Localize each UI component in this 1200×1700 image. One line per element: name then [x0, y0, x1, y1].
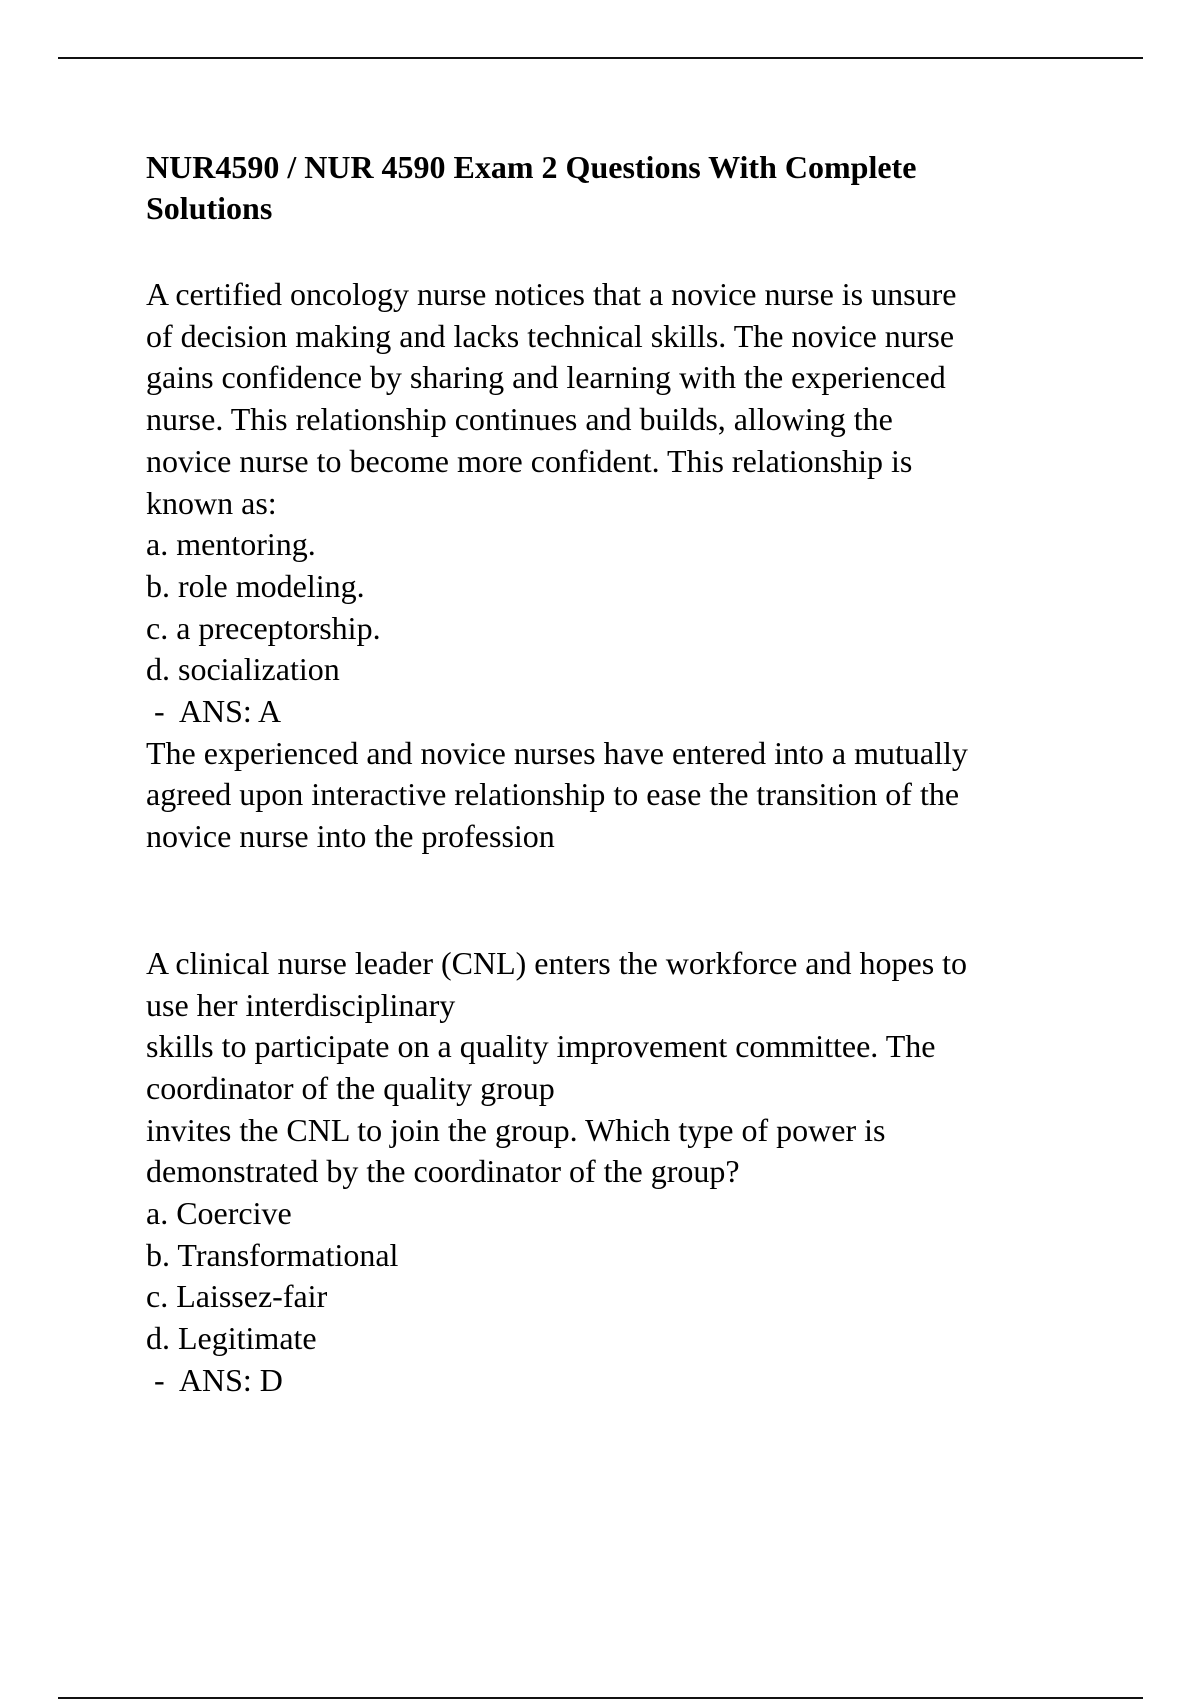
top-divider: [58, 57, 1143, 59]
stem-line: skills to participate on a quality improvement committee. The: [146, 1028, 936, 1065]
question-1-stem: [146, 274, 1146, 524]
stem-line: use her interdisciplinary: [146, 986, 456, 1023]
stem-line: coordinator of the quality group: [146, 1069, 555, 1106]
option-b: b. role modeling.: [146, 567, 365, 604]
stem-line: nurse. This relationship continues and builds, allowing the: [146, 401, 893, 438]
stem-line: gains confidence by sharing and learning with the experienced: [146, 359, 946, 396]
question-1: [146, 274, 1146, 858]
question-2-options: [146, 1193, 1146, 1360]
option-d: d. Legitimate: [146, 1320, 317, 1357]
title-line: NUR4590 / NUR 4590 Exam 2 Questions With Complete: [146, 149, 917, 185]
question-2-stem: [146, 943, 1146, 1193]
question-1-options: [146, 524, 1146, 691]
stem-line: demonstrated by the coordinator of the group?: [146, 1153, 740, 1190]
option-c: c. Laissez-fair: [146, 1278, 328, 1315]
option-a: a. mentoring.: [146, 526, 316, 563]
option-d: d. socialization: [146, 651, 340, 688]
stem-line: invites the CNL to join the group. Which type of power is: [146, 1111, 886, 1148]
rationale-line: novice nurse into the profession: [146, 818, 555, 855]
option-c: c. a preceptorship.: [146, 609, 381, 646]
document-body: [146, 147, 1146, 1402]
question-1-answer: - ANS: A: [146, 693, 282, 730]
bottom-divider: [58, 1697, 1143, 1699]
document-title: [146, 147, 1146, 229]
question-1-rationale: [146, 733, 1146, 858]
rationale-line: The experienced and novice nurses have entered into a mutually: [146, 734, 968, 771]
stem-line: A clinical nurse leader (CNL) enters the workforce and hopes to: [146, 944, 968, 981]
question-2: [146, 943, 1146, 1402]
rationale-line: agreed upon interactive relationship to ease the transition of the: [146, 776, 960, 813]
stem-line: A certified oncology nurse notices that a novice nurse is unsure: [146, 276, 957, 312]
option-b: b. Transformational: [146, 1236, 399, 1273]
question-2-answer: - ANS: D: [146, 1361, 283, 1398]
stem-line: known as:: [146, 484, 277, 521]
stem-line: of decision making and lacks technical skills. The novice nurse: [146, 317, 955, 354]
option-a: a. Coercive: [146, 1195, 292, 1232]
stem-line: novice nurse to become more confident. This relationship is: [146, 442, 913, 479]
title-line: Solutions: [146, 190, 273, 226]
